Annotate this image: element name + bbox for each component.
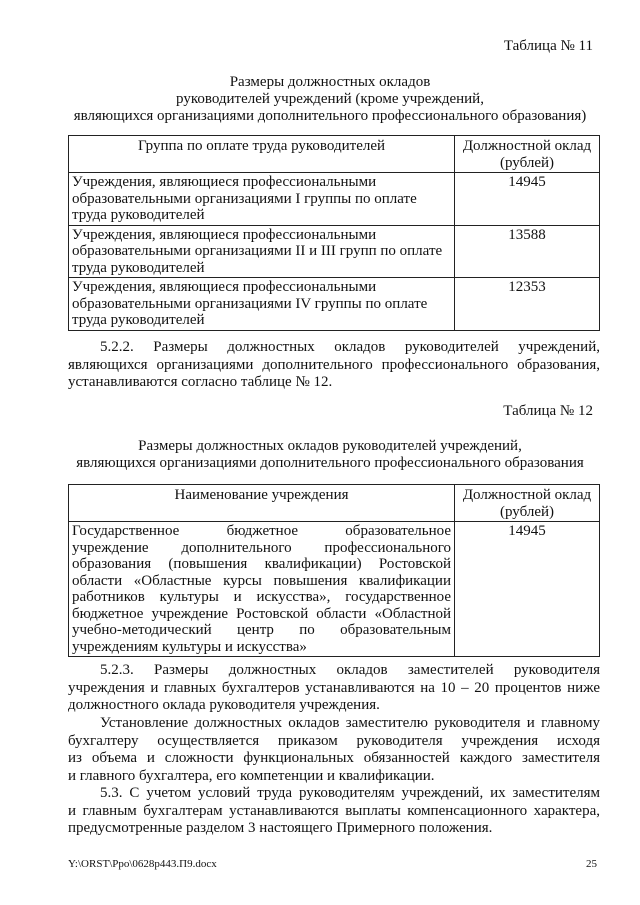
table-12-caption <box>62 438 598 472</box>
cell-line: труда руководителей <box>72 259 205 276</box>
header-salary-line2: (рублей) <box>499 503 555 520</box>
paragraph-line: учреждения и главных бухгалтеров устанавливаются на 10 – 20 процентов ниже <box>68 679 600 696</box>
header-group: Группа по оплате труда руководителей <box>69 136 455 173</box>
cell-line: учебно-методический центр по образовательным <box>72 622 451 638</box>
paragraph-5-3 <box>68 785 600 838</box>
table-11-caption <box>62 74 598 125</box>
table-12-label: Таблица № 12 <box>503 403 593 419</box>
paragraph-line: устанавливаются согласно таблице № 12. <box>68 374 333 390</box>
paragraph-line: предусмотренные разделом 3 настоящего Примерного положения. <box>68 820 493 836</box>
cell-line: Учреждения, являющиеся профессиональными <box>72 226 377 243</box>
row-description <box>69 225 455 278</box>
table-header-row <box>69 136 600 173</box>
header-salary-line1: Должностной оклад <box>462 487 592 503</box>
caption-line: являющихся организациями дополнительного профессионального образования <box>76 455 584 471</box>
table-row <box>69 522 600 657</box>
cell-line: Государственное бюджетное образовательное <box>72 523 451 539</box>
paragraph-5-2-3 <box>68 662 600 715</box>
table-row <box>69 278 600 331</box>
header-salary <box>455 485 600 522</box>
cell-line: образовательными организациями IV группы по оплате <box>72 295 428 312</box>
footer-page-number: 25 <box>586 858 597 870</box>
row-value: 13588 <box>455 225 600 278</box>
cell-line: труда руководителей <box>72 312 205 328</box>
table-12 <box>68 484 600 657</box>
cell-line: образовательными организациями II и III групп по оплате <box>72 243 443 259</box>
row-value: 12353 <box>455 278 600 331</box>
paragraph-line: из объема и сложности функциональных обязанностей каждого заместителя <box>68 750 600 766</box>
cell-line: учреждениям культуры и искусства» <box>72 638 307 655</box>
cell-line: Учреждения, являющиеся профессиональными <box>72 174 377 190</box>
header-salary-line1: Должностной оклад <box>462 138 592 154</box>
paragraph-line: и главным бухгалтерам устанавливаются выплаты компенсационного характера, <box>68 802 600 819</box>
caption-line: Размеры должностных окладов <box>229 74 431 90</box>
cell-line: Учреждения, являющиеся профессиональными <box>72 279 377 295</box>
footer-file-path: Y:\ORST\Ppo\0628p443.П9.docx <box>68 858 217 870</box>
row-description <box>69 278 455 331</box>
header-institution: Наименование учреждения <box>69 485 455 522</box>
caption-line: Размеры должностных окладов руководителей учреждений, <box>138 438 522 454</box>
paragraph-5-2-2 <box>68 339 600 392</box>
cell-line: бюджетное учреждение Ростовской области «Областной <box>72 605 451 622</box>
cell-line: работников культуры и искусства», государственное <box>72 589 451 605</box>
caption-line: руководителей учреждений (кроме учреждений, <box>176 91 484 107</box>
paragraph-line: Установление должностных окладов заместителю руководителя и главному <box>100 715 600 731</box>
table-row <box>69 173 600 226</box>
cell-line: образования (повышения квалификации) Ростовской <box>72 556 451 572</box>
table-header-row <box>69 485 600 522</box>
row-value: 14945 <box>455 173 600 226</box>
paragraph-appointment <box>68 715 600 785</box>
paragraph-line: 5.2.3. Размеры должностных окладов заместителей руководителя <box>100 662 600 678</box>
paragraph-line: 5.3. С учетом условий труда руководителям учреждений, их заместителям <box>100 785 600 801</box>
cell-line: труда руководителей <box>72 207 205 223</box>
paragraph-line: и главного бухгалтера, его компетенции и квалификации. <box>68 767 435 784</box>
table-11-label: Таблица № 11 <box>503 38 593 54</box>
paragraph-line: являющихся организациями дополнительного профессионального образования, <box>68 356 600 373</box>
paragraph-line: 5.2.2. Размеры должностных окладов руководителей учреждений, <box>100 339 600 355</box>
row-description <box>69 522 455 657</box>
caption-line: являющихся организациями дополнительного профессионального образования) <box>73 108 587 124</box>
paragraph-line: бухгалтеру осуществляется приказом руководителя учреждения исходя <box>68 732 600 749</box>
cell-line: области «Областные курсы повышения квалификации <box>72 572 451 589</box>
paragraph-line: должностного оклада руководителя учреждения. <box>68 697 380 713</box>
header-salary-line2: (рублей) <box>499 154 555 171</box>
table-row <box>69 225 600 278</box>
table-11 <box>68 135 600 331</box>
cell-line: учреждение дополнительного профессионального <box>72 539 451 556</box>
header-salary <box>455 136 600 173</box>
cell-line: образовательными организациями I группы по оплате <box>72 190 417 207</box>
row-value: 14945 <box>455 522 600 657</box>
row-description <box>69 173 455 226</box>
